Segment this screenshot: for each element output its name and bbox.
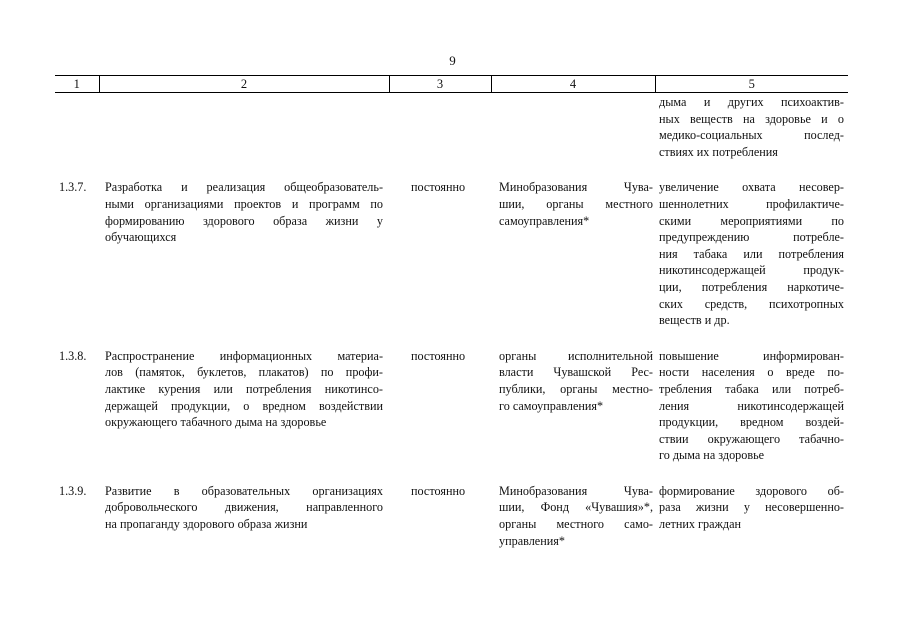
cell-line: добровольческого движения, направленного	[105, 500, 383, 515]
table-body	[55, 93, 848, 550]
cell-line: Разработка и реализация общеобразователь-	[105, 180, 383, 195]
cell-line: ными организациями проектов и программ по	[105, 196, 383, 211]
activity-cell	[99, 179, 389, 328]
result-cell	[655, 179, 848, 328]
item-number: 1.3.9.	[59, 483, 87, 498]
cell-line: ствии окружающего табачно-	[659, 431, 844, 446]
column-header-2: 2	[99, 76, 389, 93]
cell-line: власти Чувашской Рес-	[499, 365, 653, 380]
cell-line: го самоуправления*	[499, 398, 604, 413]
cell-line: окружающего табачного дыма на здоровье	[105, 415, 327, 430]
result-cell	[655, 93, 848, 161]
activity-cell	[99, 348, 389, 464]
term-cell: постоянно	[411, 180, 466, 195]
executors-cell	[491, 483, 655, 549]
column-header-4: 4	[491, 76, 655, 93]
cell-line: формирование здорового об-	[659, 483, 844, 498]
result-cell	[655, 348, 848, 464]
cell-line: управления*	[499, 533, 565, 548]
term-cell: постоянно	[411, 483, 466, 498]
activity-cell	[99, 483, 389, 549]
cell-line: органы исполнительной	[499, 348, 653, 363]
cell-line: летних граждан	[659, 517, 742, 532]
cell-line: шии, органы местного	[499, 196, 653, 211]
cell-line: предупреждению потребле-	[659, 230, 844, 245]
cell-line: Минобразования Чува-	[499, 483, 653, 498]
cell-line: продукции, вредном воздей-	[659, 415, 844, 430]
cell-line: лов (памяток, буклетов, плакатов) по профи-	[105, 365, 383, 380]
cell-line: никотинсодержащей продук-	[659, 263, 844, 278]
cell-line: формированию здорового образа жизни у	[105, 213, 383, 228]
cell-line: шии, Фонд «Чувашия»*,	[499, 500, 653, 515]
cell-line: ния табака или потребления	[659, 246, 844, 261]
table-row-continuation	[55, 93, 848, 161]
cell-line: самоуправления*	[499, 213, 590, 228]
cell-line: медико-социальных послед-	[659, 128, 844, 143]
executors-cell	[491, 179, 655, 328]
column-header-3: 3	[389, 76, 491, 93]
cell-line: раза жизни у несовершенно-	[659, 500, 844, 515]
result-cell	[655, 483, 848, 549]
cell-line: ских средств, психотропных	[659, 296, 844, 311]
cell-line: шеннолетних профилактиче-	[659, 196, 844, 211]
cell-line: ности населения о вреде по-	[659, 365, 844, 380]
cell-line: Минобразования Чува-	[499, 180, 653, 195]
cell-line: лактике курения или потребления никотинсо-	[105, 381, 383, 396]
cell-line: увеличение охвата несовер-	[659, 180, 844, 195]
cell-line: обучающихся	[105, 230, 177, 245]
cell-line: дыма и других психоактив-	[659, 95, 844, 109]
cell-line: Развитие в образовательных организациях	[105, 483, 383, 498]
column-header-5: 5	[655, 76, 848, 93]
table-header-row	[55, 76, 848, 93]
cell-line: ствиях их потребления	[659, 144, 778, 159]
item-number: 1.3.7.	[59, 180, 87, 195]
cell-line: го дыма на здоровье	[659, 448, 765, 463]
cell-line: Распространение информационных материа-	[105, 348, 383, 363]
table-row	[55, 348, 848, 464]
cell-line: скими мероприятиями по	[659, 213, 844, 228]
executors-cell	[491, 348, 655, 464]
cell-line: держащей продукции, о вредном воздействии	[105, 398, 383, 413]
cell-line: ции, потребления наркотиче-	[659, 279, 844, 294]
cell-line: требления табака или потреб-	[659, 381, 844, 396]
cell-line: публики, органы местно-	[499, 381, 653, 396]
cell-line: ных веществ на здоровье и о	[659, 111, 844, 126]
cell-line: ления никотинсодержащей	[659, 398, 844, 413]
cell-line: органы местного само-	[499, 517, 653, 532]
column-header-1: 1	[55, 76, 99, 93]
cell-line: веществ и др.	[659, 313, 730, 328]
table-row	[55, 179, 848, 328]
plan-table	[55, 75, 848, 549]
page-number: 9	[449, 53, 456, 68]
term-cell: постоянно	[411, 348, 466, 363]
table-row	[55, 483, 848, 549]
cell-line: повышение информирован-	[659, 348, 844, 363]
item-number: 1.3.8.	[59, 348, 87, 363]
cell-line: на пропаганду здорового образа жизни	[105, 517, 308, 532]
